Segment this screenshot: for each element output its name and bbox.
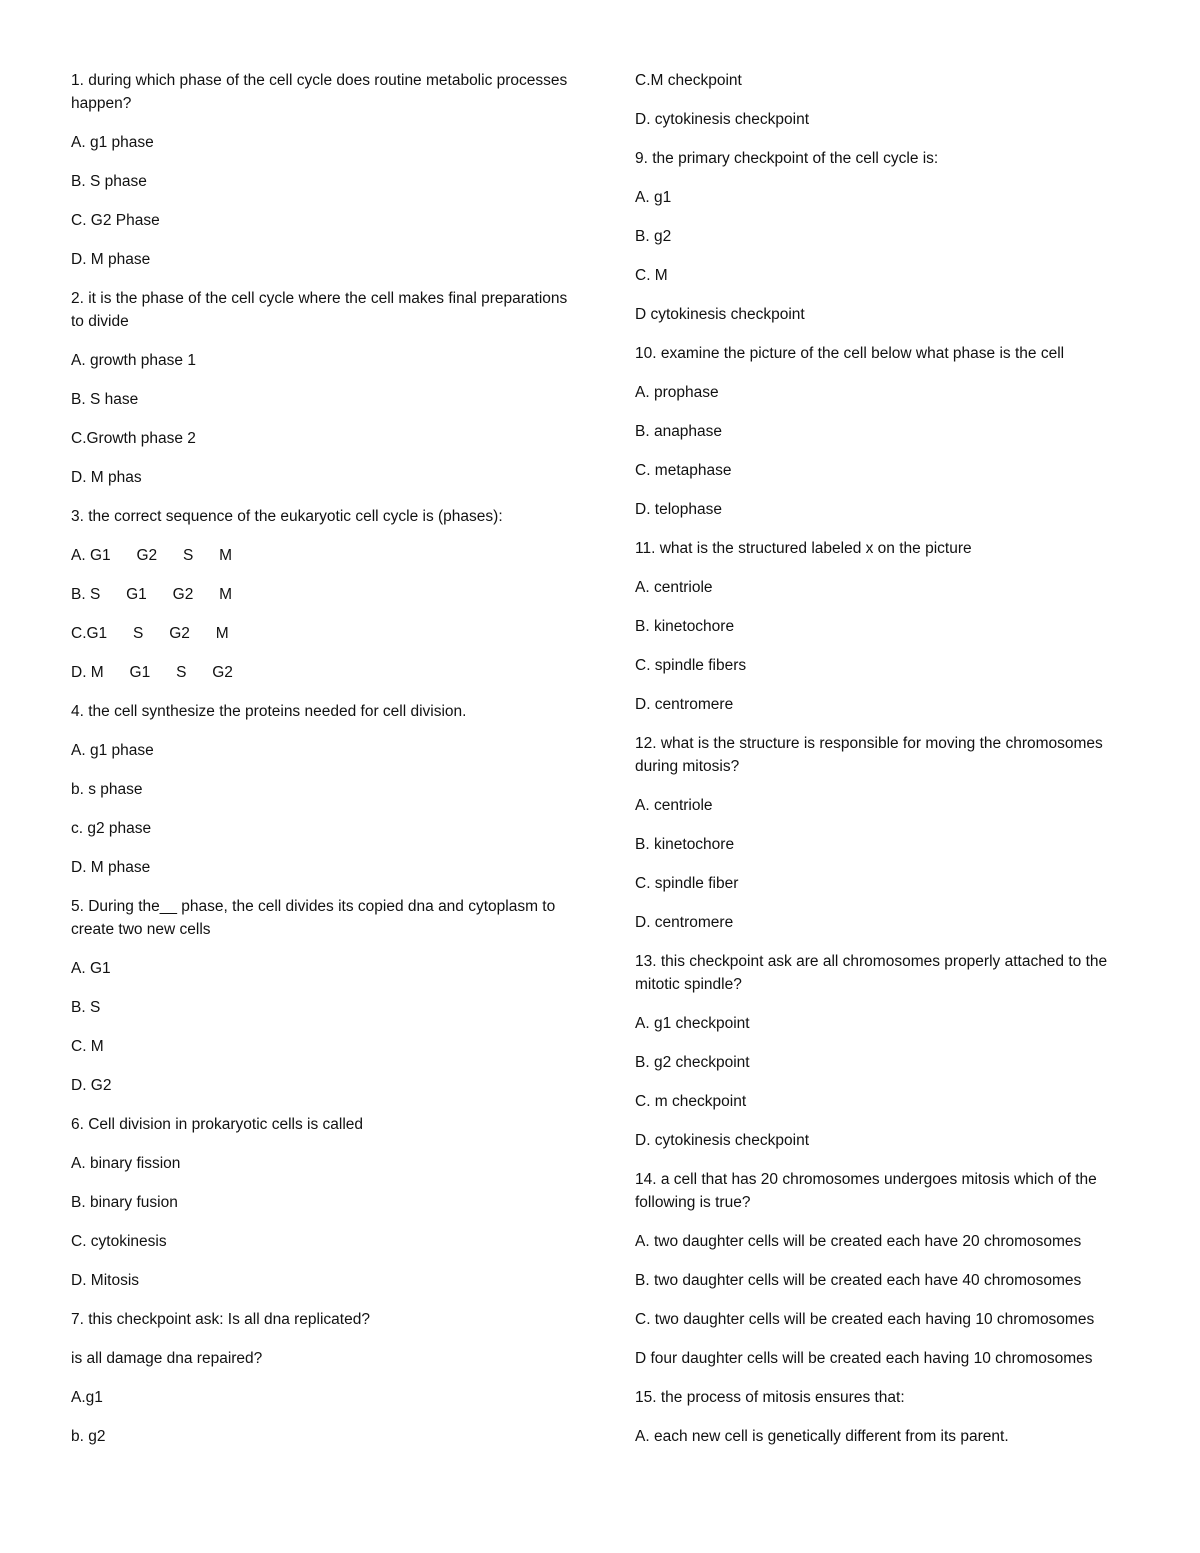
q6-option-d: D. Mitosis [71,1272,140,1289]
q4-option-d: D. M phase [71,859,151,876]
q3-option-c: C.G1 S G2 M [71,625,229,642]
q5-option-c: C. M [71,1038,104,1055]
question-13: 13. this checkpoint ask are all chromosomes properly attached to the mitotic spindle? [635,953,1112,993]
q9-option-a: A. g1 [635,189,672,206]
q15-option-a: A. each new cell is genetically different from its parent. [635,1428,1009,1445]
q13-option-b: B. g2 checkpoint [635,1054,750,1071]
q7-option-a: A.g1 [71,1389,103,1406]
q9-option-d: D cytokinesis checkpoint [635,306,805,323]
q2-option-b: B. S hase [71,391,139,408]
q6-option-b: B. binary fusion [71,1194,178,1211]
q13-option-d: D. cytokinesis checkpoint [635,1132,810,1149]
question-15: 15. the process of mitosis ensures that: [635,1389,905,1406]
q12-option-a: A. centriole [635,797,713,814]
q14-option-b: B. two daughter cells will be created each have 40 chromosomes [635,1272,1082,1289]
question-7: 7. this checkpoint ask: Is all dna replicated? [71,1311,370,1328]
q4-option-c: c. g2 phase [71,820,152,837]
question-12: 12. what is the structure is responsible for moving the chromosomes during mitosis? [635,735,1108,775]
q1-option-c: C. G2 Phase [71,212,160,229]
q11-option-b: B. kinetochore [635,618,735,635]
q10-option-d: D. telophase [635,501,723,518]
q8-option-c: C.M checkpoint [635,72,742,89]
right-column [635,69,1140,1464]
q5-option-a: A. G1 [71,960,111,977]
left-column [71,69,576,1464]
q11-option-d: D. centromere [635,696,734,713]
question-3: 3. the correct sequence of the eukaryotic cell cycle is (phases): [71,508,503,525]
question-9: 9. the primary checkpoint of the cell cycle is: [635,150,939,167]
question-6: 6. Cell division in prokaryotic cells is called [71,1116,364,1133]
q10-option-b: B. anaphase [635,423,723,440]
q5-option-b: B. S [71,999,101,1016]
q11-option-c: C. spindle fibers [635,657,747,674]
question-10: 10. examine the picture of the cell below what phase is the cell [635,345,1065,362]
q1-option-b: B. S phase [71,173,147,190]
q3-option-b: B. S G1 G2 M [71,586,233,603]
question-14: 14. a cell that has 20 chromosomes undergoes mitosis which of the following is true? [635,1171,1102,1211]
q3-option-d: D. M G1 S G2 [71,664,233,681]
q9-option-c: C. M [635,267,668,284]
q4-option-a: A. g1 phase [71,742,154,759]
q6-option-c: C. cytokinesis [71,1233,167,1250]
q6-option-a: A. binary fission [71,1155,181,1172]
q12-option-d: D. centromere [635,914,734,931]
q10-option-c: C. metaphase [635,462,732,479]
q14-option-a: A. two daughter cells will be created each have 20 chromosomes [635,1233,1082,1250]
q2-option-a: A. growth phase 1 [71,352,196,369]
q14-option-c: C. two daughter cells will be created each having 10 chromosomes [635,1311,1095,1328]
q1-option-a: A. g1 phase [71,134,154,151]
q2-option-c: C.Growth phase 2 [71,430,196,447]
q14-option-d: D four daughter cells will be created each having 10 chromosomes [635,1350,1093,1367]
q13-option-c: C. m checkpoint [635,1093,747,1110]
q7-option-b: b. g2 [71,1428,106,1445]
q8-option-d: D. cytokinesis checkpoint [635,111,810,128]
q10-option-a: A. prophase [635,384,719,401]
question-4: 4. the cell synthesize the proteins needed for cell division. [71,703,467,720]
question-11: 11. what is the structured labeled x on the picture [635,540,972,557]
q5-option-d: D. G2 [71,1077,112,1094]
q13-option-a: A. g1 checkpoint [635,1015,750,1032]
q11-option-a: A. centriole [635,579,713,596]
q4-option-b: b. s phase [71,781,143,798]
question-1: 1. during which phase of the cell cycle does routine metabolic processes happen? [71,72,572,112]
q3-option-a: A. G1 G2 S M [71,547,233,564]
question-7-continued: is all damage dna repaired? [71,1350,263,1367]
q1-option-d: D. M phase [71,251,151,268]
question-2: 2. it is the phase of the cell cycle where the cell makes final preparations to divide [71,290,572,330]
question-5: 5. During the__ phase, the cell divides its copied dna and cytoplasm to create two new cells [71,898,560,938]
q12-option-b: B. kinetochore [635,836,735,853]
q2-option-d: D. M phas [71,469,142,486]
q9-option-b: B. g2 [635,228,672,245]
q12-option-c: C. spindle fiber [635,875,739,892]
